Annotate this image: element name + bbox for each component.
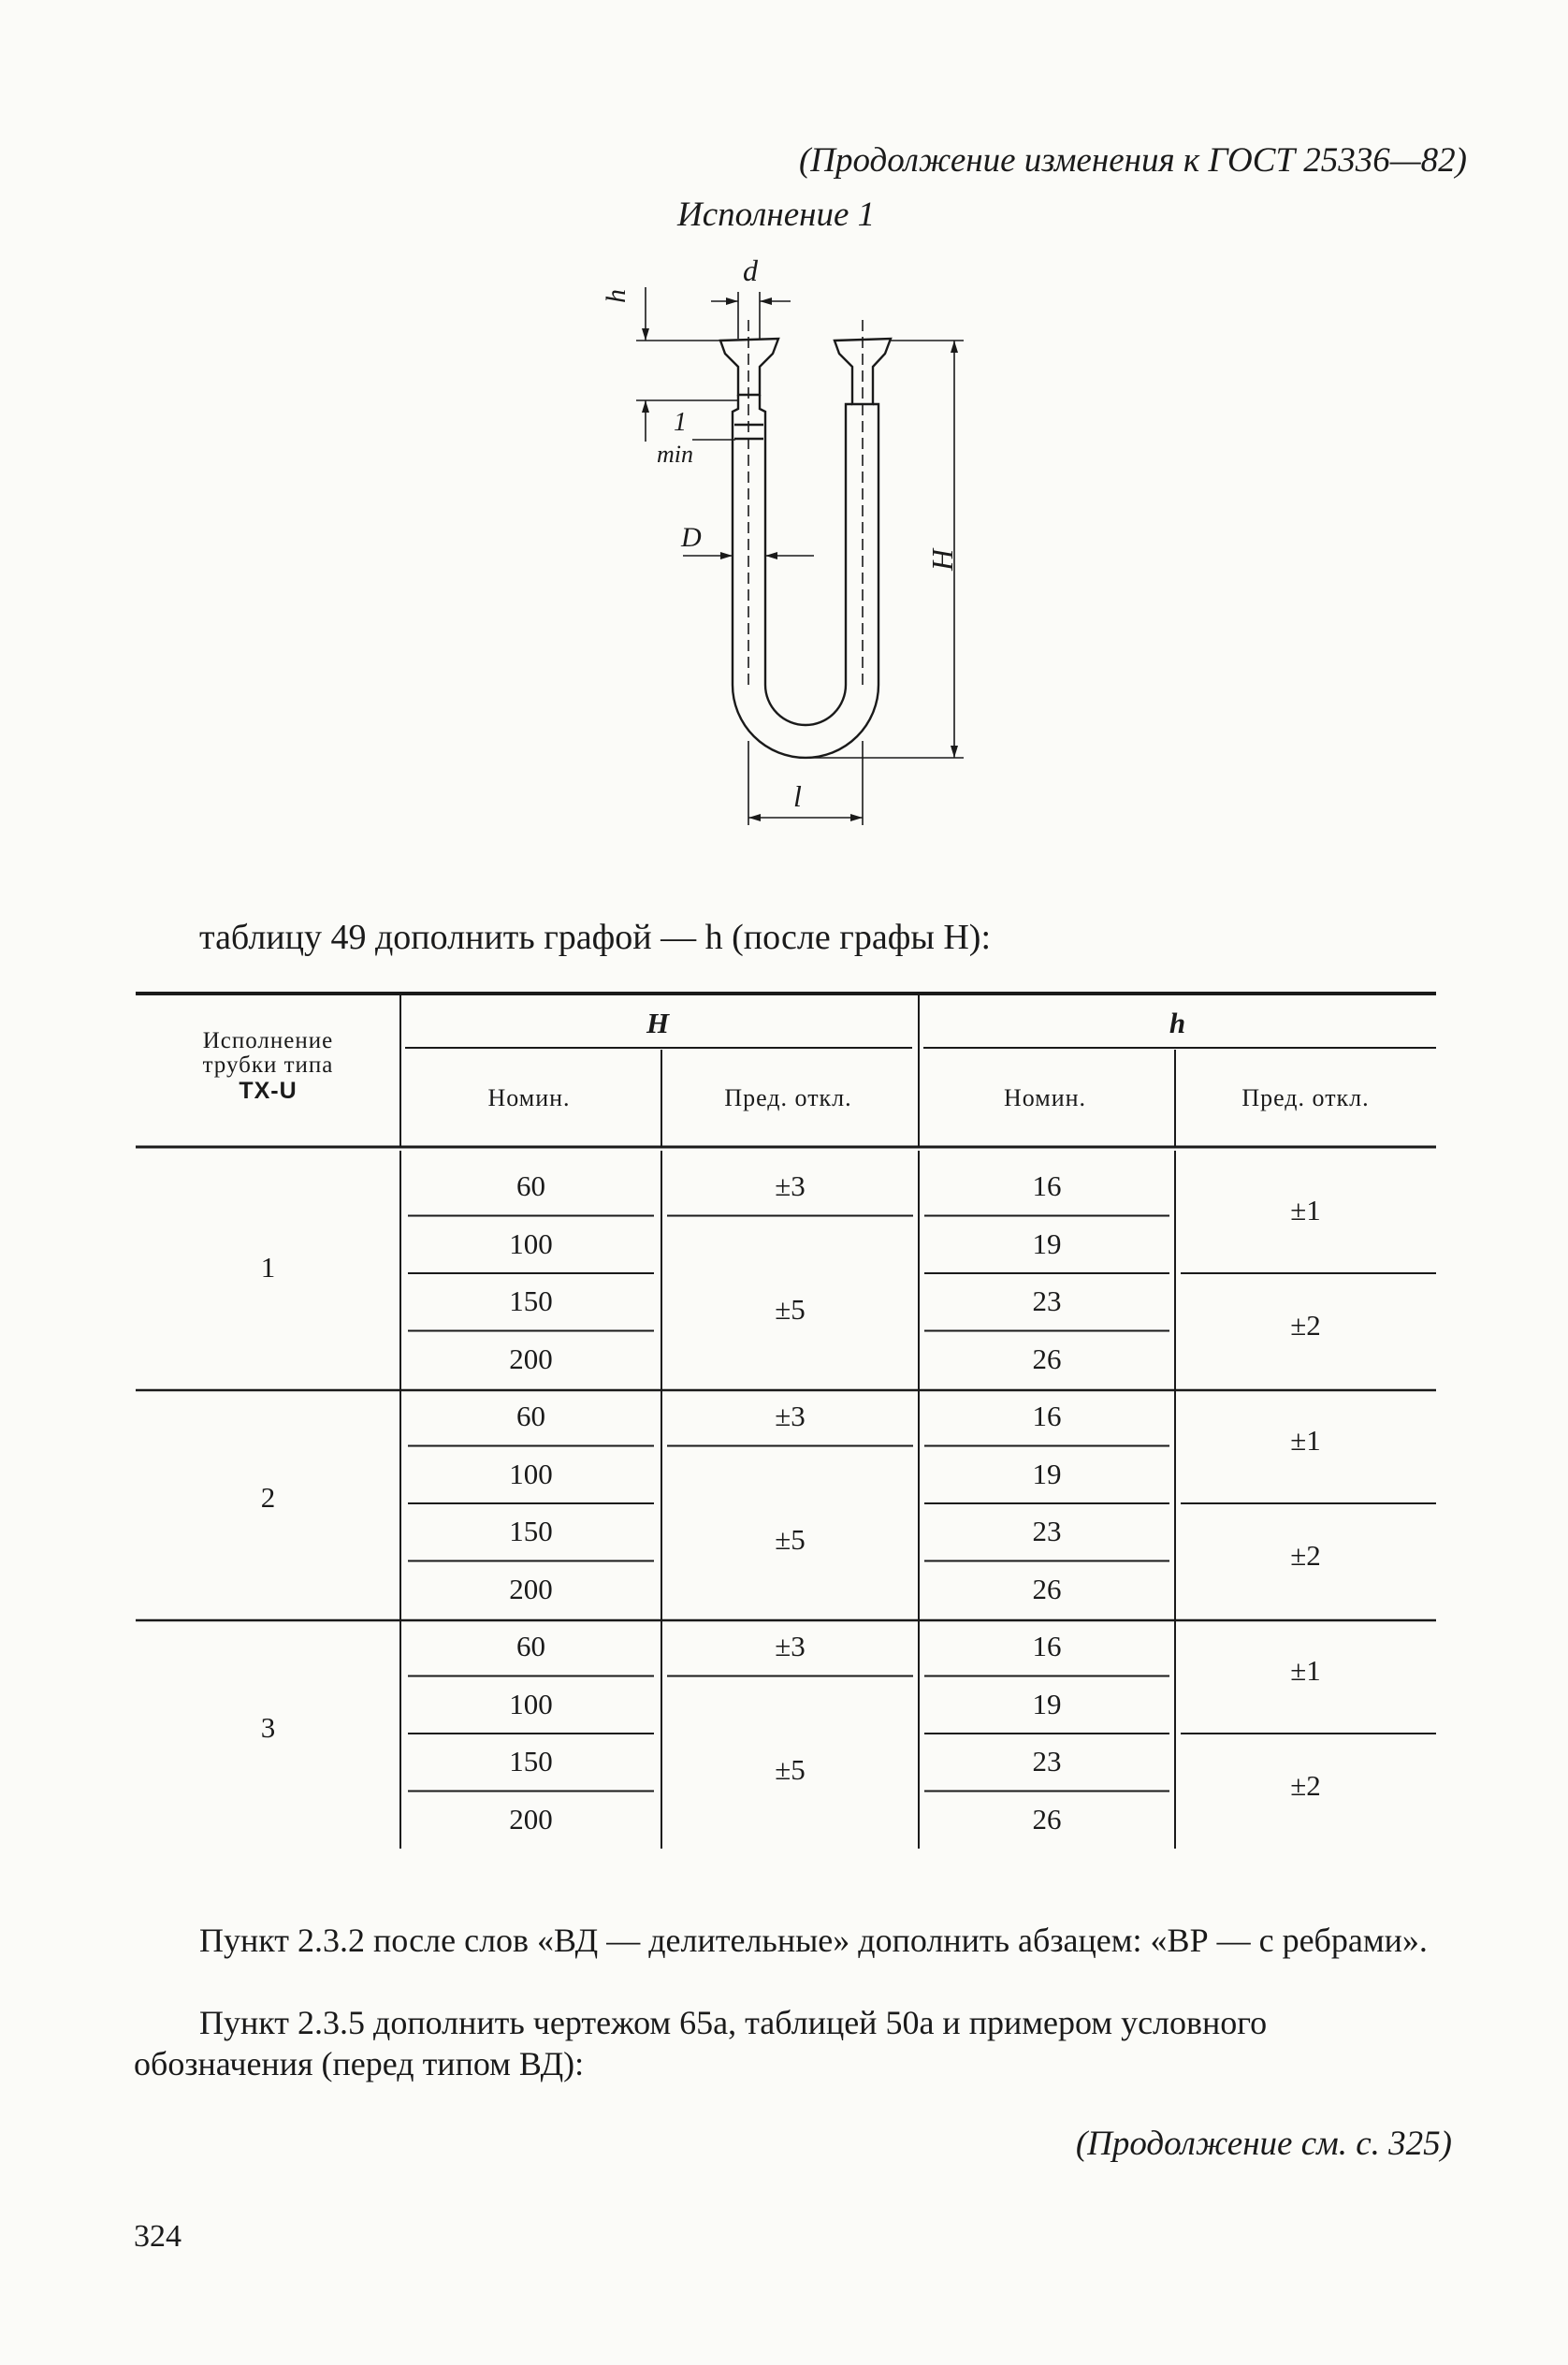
H-nom-cell: 100 xyxy=(509,1457,553,1490)
paragraph-2-3-5: Пункт 2.3.5 дополнить чертежом 65а, таблицей 50а и примером условного обозначения (перед типом ВД): xyxy=(134,2004,1268,2082)
variant-title: Исполнение 1 xyxy=(677,196,876,234)
H-nom-cell: 60 xyxy=(516,1169,545,1202)
h-tol-cell: ±2 xyxy=(1290,1538,1321,1572)
h-nom-cell: 26 xyxy=(1032,1802,1062,1835)
h-nom-cell: 23 xyxy=(1032,1284,1062,1317)
H-tol-cell: ±3 xyxy=(775,1630,806,1662)
h-tol-cell: ±1 xyxy=(1290,1423,1321,1457)
H-nom-cell: 200 xyxy=(509,1802,553,1835)
h-tol-cell: ±1 xyxy=(1290,1193,1321,1226)
label-H: H xyxy=(925,548,959,571)
subheader-H-tol: Пред. откл. xyxy=(724,1084,852,1111)
h-tol-cell: ±1 xyxy=(1290,1653,1321,1687)
table-49-addition xyxy=(136,990,1436,1897)
col-header-variant-line1: Исполнение xyxy=(202,1028,334,1053)
h-nom-cell: 19 xyxy=(1032,1687,1062,1720)
group-header-H: H xyxy=(646,1007,670,1039)
h-nom-cell: 16 xyxy=(1032,1630,1062,1662)
H-nom-cell: 60 xyxy=(516,1400,545,1432)
u-tube-inner xyxy=(760,395,852,725)
H-nom-cell: 200 xyxy=(509,1342,553,1375)
subheader-H-nom: Номин. xyxy=(487,1084,571,1111)
subheader-h-tol: Пред. откл. xyxy=(1241,1084,1370,1111)
left-funnel xyxy=(720,339,778,395)
group-header-h: h xyxy=(1169,1007,1186,1039)
label-l: l xyxy=(793,779,802,813)
H-nom-cell: 100 xyxy=(509,1687,553,1720)
h-tol-cell: ±2 xyxy=(1290,1768,1321,1802)
variant-cell: 1 xyxy=(260,1251,276,1284)
H-nom-cell: 200 xyxy=(509,1572,553,1605)
label-min: min xyxy=(657,441,693,468)
continuation-header: (Продолжение изменения к ГОСТ 25336—82) xyxy=(798,141,1467,180)
H-tol-cell: ±5 xyxy=(775,1522,806,1556)
u-tube-outer xyxy=(733,395,878,758)
h-nom-cell: 19 xyxy=(1032,1226,1062,1260)
H-nom-cell: 150 xyxy=(509,1284,553,1317)
label-1: 1 xyxy=(674,408,687,437)
label-h: h xyxy=(601,289,632,303)
H-tol-cell: ±5 xyxy=(775,1752,806,1786)
H-tol-cell: ±3 xyxy=(775,1400,806,1432)
variant-cell: 3 xyxy=(260,1711,276,1744)
h-nom-cell: 23 xyxy=(1032,1745,1062,1777)
H-tol-cell: ±5 xyxy=(775,1292,806,1326)
H-nom-cell: 150 xyxy=(509,1515,553,1547)
h-nom-cell: 23 xyxy=(1032,1515,1062,1547)
h-nom-cell: 19 xyxy=(1032,1457,1062,1490)
h-nom-cell: 26 xyxy=(1032,1572,1062,1605)
col-header-variant xyxy=(136,1029,400,1103)
h-nom-cell: 26 xyxy=(1032,1342,1062,1375)
paragraph-2-3-2: Пункт 2.3.2 после слов «ВД — делительные» дополнить абзацем: «ВР — с ребрами». xyxy=(199,1922,1428,1959)
intro-text: таблицу 49 дополнить графой — h (после графы H): xyxy=(199,918,992,957)
H-nom-cell: 60 xyxy=(516,1630,545,1662)
subheader-h-nom: Номин. xyxy=(1003,1084,1087,1111)
page-number: 324 xyxy=(134,2219,181,2254)
h-nom-cell: 16 xyxy=(1032,1400,1062,1432)
continuation-footer: (Продолжение см. с. 325) xyxy=(1075,2125,1452,2163)
H-nom-cell: 100 xyxy=(509,1226,553,1260)
label-d: d xyxy=(743,254,758,287)
H-tol-cell: ±3 xyxy=(775,1169,806,1202)
variant-cell: 2 xyxy=(260,1481,276,1514)
label-D: D xyxy=(681,522,702,553)
H-nom-cell: 150 xyxy=(509,1745,553,1777)
h-tol-cell: ±2 xyxy=(1290,1308,1321,1342)
h-nom-cell: 16 xyxy=(1032,1169,1062,1202)
col-header-variant-line3: ТХ-U xyxy=(239,1077,298,1104)
u-tube-drawing xyxy=(561,245,1029,863)
col-header-variant-line2: трубки типа xyxy=(202,1052,334,1079)
